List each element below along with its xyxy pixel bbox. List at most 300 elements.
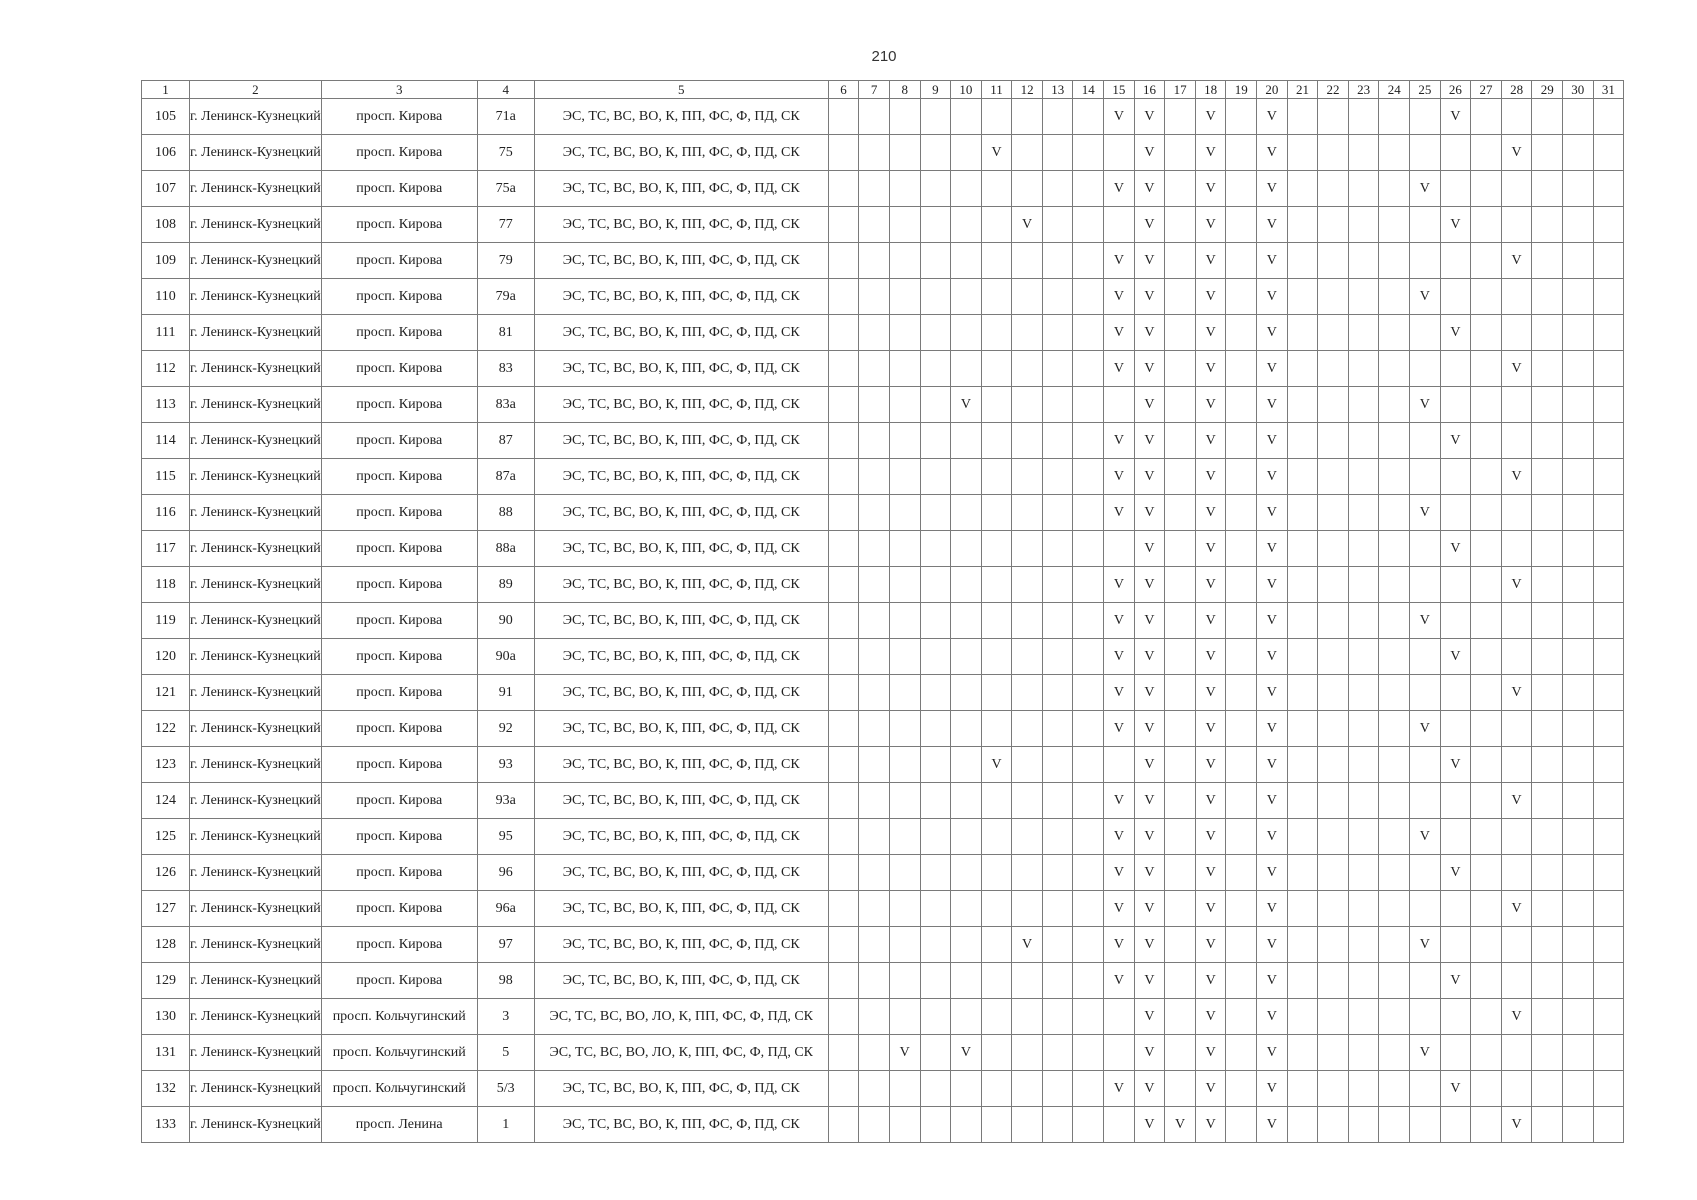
empty-cell [1562, 351, 1593, 387]
services-cell: ЭС, ТС, ВС, ВО, К, ПП, ФС, Ф, ПД, СК [534, 603, 828, 639]
check-mark: V [1134, 603, 1165, 639]
table-row [142, 495, 1624, 531]
empty-cell [1440, 1035, 1471, 1071]
empty-cell [1042, 891, 1073, 927]
check-mark: V [1257, 855, 1288, 891]
empty-cell [1593, 603, 1624, 639]
check-mark: V [1440, 207, 1471, 243]
empty-cell [1379, 927, 1410, 963]
empty-cell [1073, 855, 1104, 891]
empty-cell [1593, 243, 1624, 279]
empty-cell [981, 963, 1012, 999]
empty-cell [1562, 603, 1593, 639]
empty-cell [1042, 1107, 1073, 1143]
empty-cell [1226, 927, 1257, 963]
table-row [142, 243, 1624, 279]
row-number: 128 [142, 927, 190, 963]
table-row [142, 459, 1624, 495]
empty-cell [1379, 747, 1410, 783]
empty-cell [1348, 351, 1379, 387]
empty-cell [920, 135, 951, 171]
house-cell: 71а [477, 99, 534, 135]
empty-cell [828, 459, 859, 495]
house-cell: 96а [477, 891, 534, 927]
check-mark: V [1195, 927, 1226, 963]
city-cell: г. Ленинск-Кузнецкий [190, 171, 322, 207]
empty-cell [1471, 639, 1502, 675]
empty-cell [1226, 495, 1257, 531]
check-mark: V [1501, 783, 1532, 819]
empty-cell [1471, 1107, 1502, 1143]
empty-cell [981, 855, 1012, 891]
column-header: 10 [951, 81, 982, 99]
check-mark: V [1257, 711, 1288, 747]
empty-cell [1379, 1071, 1410, 1107]
check-mark: V [1195, 351, 1226, 387]
check-mark: V [1134, 243, 1165, 279]
row-number: 126 [142, 855, 190, 891]
empty-cell [981, 495, 1012, 531]
column-header: 14 [1073, 81, 1104, 99]
empty-cell [1562, 747, 1593, 783]
empty-cell [828, 135, 859, 171]
empty-cell [1042, 1071, 1073, 1107]
empty-cell [1471, 135, 1502, 171]
row-number: 121 [142, 675, 190, 711]
city-cell: г. Ленинск-Кузнецкий [190, 459, 322, 495]
empty-cell [1410, 639, 1441, 675]
check-mark: V [1195, 963, 1226, 999]
empty-cell [1562, 171, 1593, 207]
empty-cell [1501, 927, 1532, 963]
check-mark: V [1195, 675, 1226, 711]
check-mark: V [1440, 1071, 1471, 1107]
empty-cell [1593, 135, 1624, 171]
street-cell: просп. Кирова [321, 351, 477, 387]
empty-cell [1318, 1035, 1349, 1071]
empty-cell [951, 891, 982, 927]
empty-cell [1532, 819, 1563, 855]
empty-cell [1073, 639, 1104, 675]
empty-cell [1471, 99, 1502, 135]
empty-cell [1562, 819, 1593, 855]
empty-cell [889, 207, 920, 243]
empty-cell [1471, 351, 1502, 387]
empty-cell [920, 819, 951, 855]
empty-cell [1165, 819, 1196, 855]
empty-cell [1318, 99, 1349, 135]
house-cell: 83 [477, 351, 534, 387]
empty-cell [1012, 567, 1043, 603]
empty-cell [1379, 351, 1410, 387]
empty-cell [1073, 495, 1104, 531]
empty-cell [1318, 423, 1349, 459]
empty-cell [951, 855, 982, 891]
empty-cell [951, 567, 982, 603]
check-mark: V [1410, 495, 1441, 531]
empty-cell [1287, 603, 1318, 639]
empty-cell [1410, 351, 1441, 387]
empty-cell [1379, 279, 1410, 315]
house-cell: 1 [477, 1107, 534, 1143]
check-mark: V [1195, 711, 1226, 747]
empty-cell [859, 1035, 890, 1071]
check-mark: V [1104, 891, 1135, 927]
empty-cell [889, 1107, 920, 1143]
check-mark: V [1104, 423, 1135, 459]
empty-cell [1042, 999, 1073, 1035]
empty-cell [1012, 531, 1043, 567]
empty-cell [1073, 135, 1104, 171]
check-mark: V [1104, 603, 1135, 639]
empty-cell [1012, 279, 1043, 315]
empty-cell [920, 855, 951, 891]
empty-cell [951, 963, 982, 999]
services-cell: ЭС, ТС, ВС, ВО, К, ПП, ФС, Ф, ПД, СК [534, 207, 828, 243]
register-table [141, 80, 1624, 1143]
empty-cell [1042, 675, 1073, 711]
empty-cell [1348, 603, 1379, 639]
empty-cell [981, 531, 1012, 567]
empty-cell [1410, 999, 1441, 1035]
table-row [142, 351, 1624, 387]
empty-cell [1471, 711, 1502, 747]
empty-cell [1440, 711, 1471, 747]
empty-cell [828, 243, 859, 279]
table-row [142, 891, 1624, 927]
empty-cell [1348, 207, 1379, 243]
street-cell: просп. Ленина [321, 1107, 477, 1143]
empty-cell [859, 207, 890, 243]
check-mark: V [1195, 279, 1226, 315]
empty-cell [1073, 963, 1104, 999]
table-row [142, 963, 1624, 999]
empty-cell [828, 783, 859, 819]
empty-cell [1379, 963, 1410, 999]
empty-cell [1440, 1107, 1471, 1143]
empty-cell [889, 387, 920, 423]
empty-cell [889, 963, 920, 999]
check-mark: V [1104, 495, 1135, 531]
check-mark: V [1104, 567, 1135, 603]
services-cell: ЭС, ТС, ВС, ВО, К, ПП, ФС, Ф, ПД, СК [534, 315, 828, 351]
city-cell: г. Ленинск-Кузнецкий [190, 783, 322, 819]
empty-cell [1042, 207, 1073, 243]
empty-cell [1471, 819, 1502, 855]
street-cell: просп. Кирова [321, 891, 477, 927]
empty-cell [1165, 279, 1196, 315]
empty-cell [1348, 927, 1379, 963]
empty-cell [1318, 747, 1349, 783]
column-header: 4 [477, 81, 534, 99]
street-cell: просп. Кирова [321, 171, 477, 207]
empty-cell [889, 423, 920, 459]
empty-cell [828, 855, 859, 891]
empty-cell [1073, 603, 1104, 639]
empty-cell [859, 711, 890, 747]
street-cell: просп. Кирова [321, 783, 477, 819]
empty-cell [1440, 387, 1471, 423]
empty-cell [828, 603, 859, 639]
empty-cell [859, 1107, 890, 1143]
empty-cell [859, 243, 890, 279]
empty-cell [1348, 99, 1379, 135]
services-cell: ЭС, ТС, ВС, ВО, К, ПП, ФС, Ф, ПД, СК [534, 243, 828, 279]
empty-cell [1532, 891, 1563, 927]
check-mark: V [1134, 1035, 1165, 1071]
empty-cell [1532, 1107, 1563, 1143]
empty-cell [889, 639, 920, 675]
row-number: 120 [142, 639, 190, 675]
empty-cell [1379, 531, 1410, 567]
empty-cell [1318, 351, 1349, 387]
house-cell: 89 [477, 567, 534, 603]
empty-cell [1471, 207, 1502, 243]
empty-cell [1287, 927, 1318, 963]
check-mark: V [1410, 387, 1441, 423]
empty-cell [981, 423, 1012, 459]
empty-cell [1318, 567, 1349, 603]
empty-cell [1348, 387, 1379, 423]
empty-cell [1471, 567, 1502, 603]
street-cell: просп. Кирова [321, 315, 477, 351]
city-cell: г. Ленинск-Кузнецкий [190, 603, 322, 639]
row-number: 129 [142, 963, 190, 999]
empty-cell [828, 171, 859, 207]
empty-cell [920, 891, 951, 927]
empty-cell [859, 171, 890, 207]
empty-cell [828, 99, 859, 135]
empty-cell [1532, 351, 1563, 387]
empty-cell [889, 603, 920, 639]
empty-cell [1593, 423, 1624, 459]
empty-cell [1593, 963, 1624, 999]
empty-cell [1012, 783, 1043, 819]
check-mark: V [1410, 927, 1441, 963]
empty-cell [828, 279, 859, 315]
empty-cell [1562, 711, 1593, 747]
check-mark: V [1104, 963, 1135, 999]
column-header: 1 [142, 81, 190, 99]
empty-cell [1593, 1035, 1624, 1071]
empty-cell [1073, 711, 1104, 747]
empty-cell [1165, 1035, 1196, 1071]
column-header: 31 [1593, 81, 1624, 99]
empty-cell [1501, 963, 1532, 999]
services-cell: ЭС, ТС, ВС, ВО, ЛО, К, ПП, ФС, Ф, ПД, СК [534, 1035, 828, 1071]
empty-cell [1012, 999, 1043, 1035]
empty-cell [1593, 279, 1624, 315]
row-number: 116 [142, 495, 190, 531]
empty-cell [1165, 315, 1196, 351]
check-mark: V [1257, 495, 1288, 531]
empty-cell [889, 747, 920, 783]
empty-cell [1226, 279, 1257, 315]
check-mark: V [1134, 351, 1165, 387]
empty-cell [1562, 423, 1593, 459]
check-mark: V [1257, 603, 1288, 639]
empty-cell [889, 927, 920, 963]
empty-cell [981, 783, 1012, 819]
empty-cell [1165, 783, 1196, 819]
empty-cell [1562, 459, 1593, 495]
city-cell: г. Ленинск-Кузнецкий [190, 1035, 322, 1071]
street-cell: просп. Кирова [321, 747, 477, 783]
empty-cell [951, 675, 982, 711]
empty-cell [1379, 639, 1410, 675]
empty-cell [1348, 639, 1379, 675]
table-row [142, 1071, 1624, 1107]
empty-cell [920, 783, 951, 819]
empty-cell [1318, 855, 1349, 891]
empty-cell [1073, 531, 1104, 567]
check-mark: V [1104, 783, 1135, 819]
empty-cell [1593, 927, 1624, 963]
services-cell: ЭС, ТС, ВС, ВО, К, ПП, ФС, Ф, ПД, СК [534, 387, 828, 423]
city-cell: г. Ленинск-Кузнецкий [190, 999, 322, 1035]
empty-cell [1073, 567, 1104, 603]
empty-cell [1440, 351, 1471, 387]
empty-cell [859, 495, 890, 531]
empty-cell [1287, 639, 1318, 675]
check-mark: V [1195, 891, 1226, 927]
empty-cell [1379, 711, 1410, 747]
empty-cell [889, 891, 920, 927]
empty-cell [889, 819, 920, 855]
street-cell: просп. Кирова [321, 243, 477, 279]
empty-cell [859, 963, 890, 999]
house-cell: 88а [477, 531, 534, 567]
empty-cell [1042, 711, 1073, 747]
empty-cell [1532, 1035, 1563, 1071]
empty-cell [1532, 459, 1563, 495]
street-cell: просп. Кольчугинский [321, 999, 477, 1035]
empty-cell [1012, 99, 1043, 135]
table-row [142, 603, 1624, 639]
empty-cell [1042, 783, 1073, 819]
empty-cell [1562, 99, 1593, 135]
check-mark: V [1257, 243, 1288, 279]
empty-cell [1501, 315, 1532, 351]
empty-cell [1532, 243, 1563, 279]
empty-cell [1318, 207, 1349, 243]
house-cell: 75 [477, 135, 534, 171]
empty-cell [1042, 135, 1073, 171]
empty-cell [859, 999, 890, 1035]
check-mark: V [1501, 1107, 1532, 1143]
empty-cell [1318, 891, 1349, 927]
empty-cell [889, 855, 920, 891]
empty-cell [951, 135, 982, 171]
empty-cell [1012, 1107, 1043, 1143]
empty-cell [1012, 1035, 1043, 1071]
empty-cell [920, 639, 951, 675]
street-cell: просп. Кирова [321, 675, 477, 711]
check-mark: V [1195, 999, 1226, 1035]
check-mark: V [1134, 855, 1165, 891]
check-mark: V [1257, 567, 1288, 603]
empty-cell [1593, 891, 1624, 927]
check-mark: V [1501, 243, 1532, 279]
check-mark: V [1134, 1107, 1165, 1143]
empty-cell [981, 1035, 1012, 1071]
empty-cell [1012, 675, 1043, 711]
empty-cell [951, 711, 982, 747]
empty-cell [889, 135, 920, 171]
empty-cell [1562, 963, 1593, 999]
street-cell: просп. Кольчугинский [321, 1071, 477, 1107]
check-mark: V [1501, 675, 1532, 711]
empty-cell [1471, 783, 1502, 819]
table-row [142, 711, 1624, 747]
check-mark: V [1134, 927, 1165, 963]
check-mark: V [1257, 99, 1288, 135]
check-mark: V [1104, 1071, 1135, 1107]
empty-cell [920, 279, 951, 315]
empty-cell [1562, 1035, 1593, 1071]
empty-cell [1562, 567, 1593, 603]
empty-cell [859, 315, 890, 351]
services-cell: ЭС, ТС, ВС, ВО, К, ПП, ФС, Ф, ПД, СК [534, 927, 828, 963]
empty-cell [1562, 639, 1593, 675]
empty-cell [889, 711, 920, 747]
empty-cell [1318, 603, 1349, 639]
table-row [142, 1107, 1624, 1143]
empty-cell [1471, 459, 1502, 495]
street-cell: просп. Кирова [321, 387, 477, 423]
check-mark: V [1195, 603, 1226, 639]
column-header: 21 [1287, 81, 1318, 99]
empty-cell [859, 819, 890, 855]
empty-cell [1532, 675, 1563, 711]
empty-cell [1471, 747, 1502, 783]
empty-cell [981, 927, 1012, 963]
empty-cell [1287, 963, 1318, 999]
check-mark: V [1257, 639, 1288, 675]
empty-cell [1165, 351, 1196, 387]
empty-cell [1379, 675, 1410, 711]
empty-cell [1532, 387, 1563, 423]
empty-cell [1593, 1107, 1624, 1143]
empty-cell [1073, 387, 1104, 423]
row-number: 125 [142, 819, 190, 855]
empty-cell [1379, 891, 1410, 927]
empty-cell [1379, 207, 1410, 243]
empty-cell [1287, 387, 1318, 423]
empty-cell [1165, 459, 1196, 495]
empty-cell [1318, 387, 1349, 423]
empty-cell [1532, 99, 1563, 135]
table-row [142, 999, 1624, 1035]
street-cell: просп. Кирова [321, 207, 477, 243]
empty-cell [1287, 891, 1318, 927]
empty-cell [1501, 639, 1532, 675]
street-cell: просп. Кирова [321, 819, 477, 855]
house-cell: 92 [477, 711, 534, 747]
empty-cell [1562, 243, 1593, 279]
empty-cell [951, 171, 982, 207]
empty-cell [1012, 711, 1043, 747]
check-mark: V [1134, 531, 1165, 567]
empty-cell [1410, 963, 1441, 999]
services-cell: ЭС, ТС, ВС, ВО, ЛО, К, ПП, ФС, Ф, ПД, СК [534, 999, 828, 1035]
empty-cell [1593, 531, 1624, 567]
services-cell: ЭС, ТС, ВС, ВО, К, ПП, ФС, Ф, ПД, СК [534, 711, 828, 747]
row-number: 112 [142, 351, 190, 387]
empty-cell [1073, 999, 1104, 1035]
row-number: 111 [142, 315, 190, 351]
empty-cell [920, 999, 951, 1035]
